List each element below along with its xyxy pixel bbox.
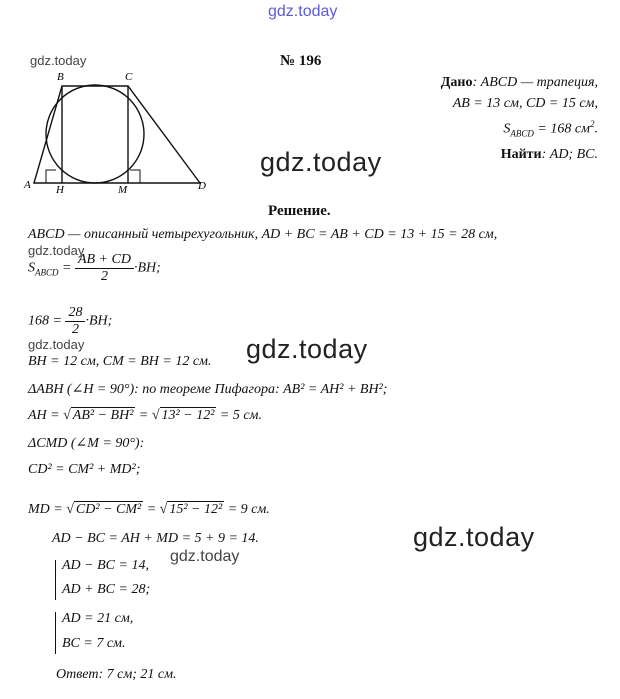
solution-line-9: MD = √ CD² − CM² = √ 15² − 12² = 9 см. bbox=[28, 502, 270, 517]
solution-title: Решение. bbox=[268, 203, 331, 219]
given-line3: $S_{ABCD} = 168$ $см^2$. bbox=[503, 119, 598, 139]
fraction: $\frac{AB + CD}{2}$ bbox=[75, 252, 134, 285]
right-angle-m bbox=[130, 170, 140, 183]
find-label: Найти bbox=[500, 147, 542, 163]
watermark-big: gdz.today bbox=[246, 334, 368, 364]
watermark-top: gdz.today bbox=[268, 3, 338, 20]
given-block bbox=[441, 72, 598, 165]
solution-line-3: 168 = $\frac{28}{2}$ ·BH; bbox=[28, 305, 113, 337]
solution-line-1: ABCD — описанный четырехугольник, AD + BC = AB + CD = 13 + 15 = 28 см, bbox=[28, 227, 498, 242]
given-label: Дано bbox=[440, 75, 473, 90]
watermark-small: gdz.today bbox=[170, 548, 240, 565]
label-a: A bbox=[24, 179, 31, 191]
watermark-big: gdz.today bbox=[260, 147, 382, 177]
find-value: : AD; BC. bbox=[541, 147, 598, 163]
label-c: C bbox=[125, 71, 133, 83]
trapezoid-figure bbox=[22, 68, 222, 193]
answer-label: Ответ bbox=[56, 667, 99, 682]
fraction: $\frac{28}{2}$ bbox=[65, 305, 85, 338]
problem-number: № 196 bbox=[280, 53, 322, 69]
answer-value: : 7 см; 21 см. bbox=[98, 667, 177, 682]
watermark-small: gdz.today bbox=[28, 337, 85, 352]
right-angle-h bbox=[46, 170, 56, 183]
label-b: B bbox=[57, 71, 64, 83]
solution-line-6: AH = √ AB² − BH² = √ 13² − 12² = 5 см. bbox=[28, 408, 262, 423]
solution-line-10: AD − BC = AH + MD = 5 + 9 = 14. bbox=[52, 531, 259, 546]
given-line1: : ABCD — трапеция, bbox=[472, 75, 598, 90]
label-d: D bbox=[198, 180, 206, 192]
system1-eq1: AD − BC = 14, bbox=[62, 558, 149, 573]
system-brace bbox=[55, 560, 56, 600]
label-h: H bbox=[56, 184, 64, 193]
solution-line-7: ΔCMD (∠M = 90°): bbox=[28, 436, 145, 451]
system1-eq2: AD + BC = 28; bbox=[62, 582, 151, 597]
solution-line-5: ΔABH (∠H = 90°): по теореме Пифагора: AB² = AH² + BH²; bbox=[28, 382, 388, 397]
system-brace bbox=[55, 612, 56, 654]
system2-eq2: BC = 7 см. bbox=[62, 636, 126, 651]
answer bbox=[56, 667, 177, 683]
watermark-small: gdz.today bbox=[28, 243, 85, 258]
solution-line-4: BH = 12 см, CM = BH = 12 см. bbox=[28, 354, 212, 369]
inscribed-circle bbox=[46, 85, 144, 183]
system2-eq1: AD = 21 см, bbox=[62, 611, 134, 626]
given-line2: AB = 13 см, CD = 15 см, bbox=[452, 96, 598, 111]
solution-line-2: $S_{ABCD}$ = $\frac{AB + CD}{2}$ ·BH; bbox=[28, 252, 161, 284]
label-m: M bbox=[118, 184, 128, 193]
solution-line-8: CD² = CM² + MD²; bbox=[28, 462, 141, 477]
watermark-small: gdz.today bbox=[30, 53, 87, 68]
watermark-big: gdz.today bbox=[413, 522, 535, 552]
